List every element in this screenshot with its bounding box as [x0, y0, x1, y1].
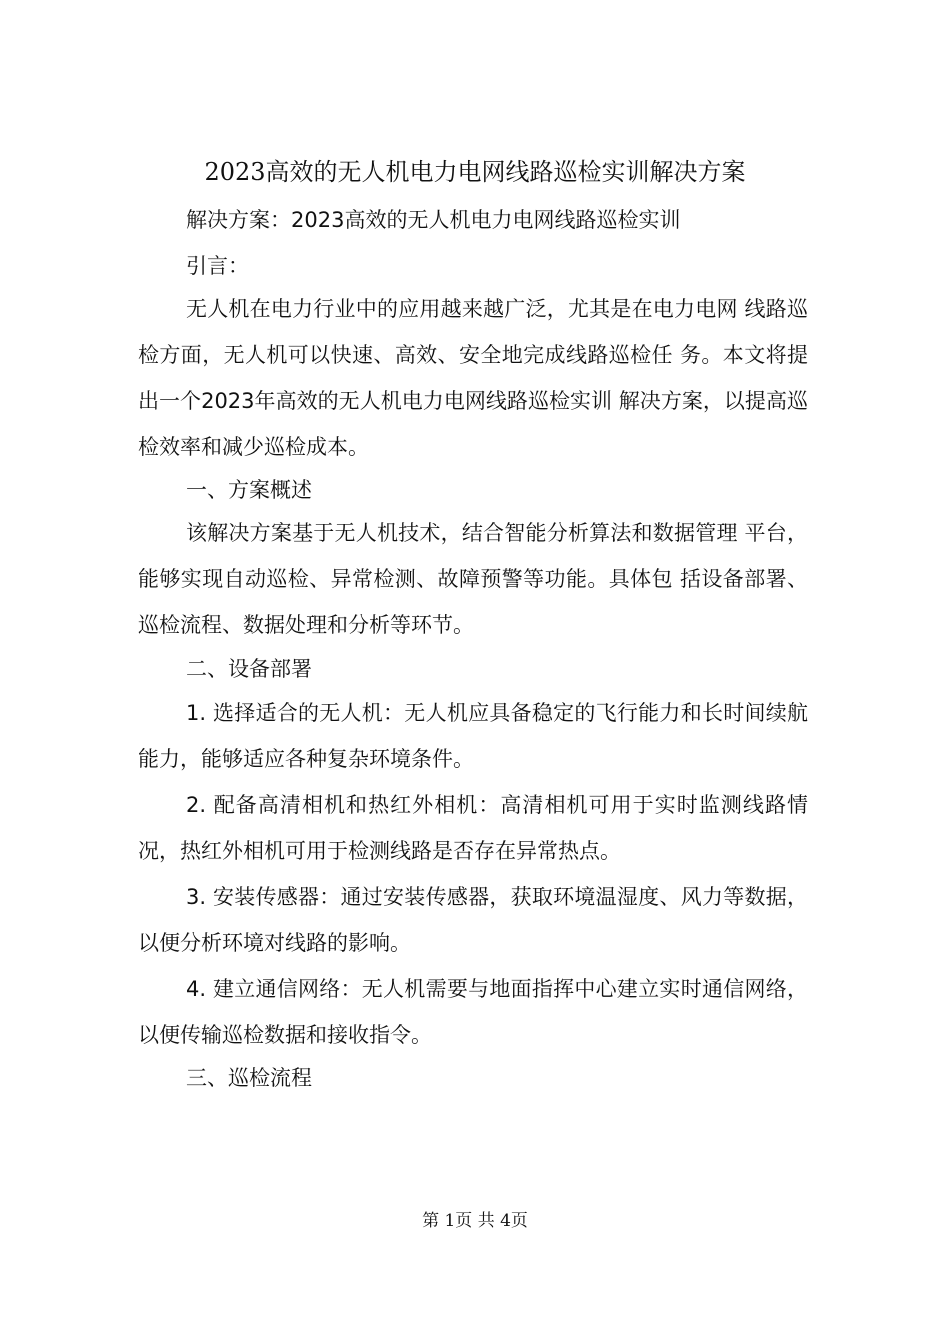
list-item-2: 2. 配备高清相机和热红外相机：高清相机可用于实时监测线路情况，热红外相机可用于检测线路是否存在异常热点。 [138, 793, 808, 863]
intro-paragraph: 无人机在电力行业中的应用越来越广泛，尤其是在电力电网 线路巡检方面，无人机可以快速、高效、安全地完成线路巡检任 务。本文将提出一个2023年高效的无人机电力电网线路巡检实训 解决方案，以提高巡检效率和减少巡检成本。 [138, 297, 808, 459]
section1-paragraph: 该解决方案基于无人机技术，结合智能分析算法和数据管理 平台，能够实现自动巡检、异常检测、故障预警等功能。具体包 括设备部署、巡检流程、数据处理和分析等环节。 [138, 521, 808, 637]
page-number-footer: 第 1页 共 4页 [422, 1211, 528, 1231]
document-subtitle: 解决方案：2023高效的无人机电力电网线路巡检实训 [186, 208, 681, 232]
list-item-1: 1. 选择适合的无人机：无人机应具备稳定的飞行能力和长时间续航能力，能够适应各种复杂环境条件。 [138, 701, 808, 771]
document-title: 2023高效的无人机电力电网线路巡检实训解决方案 [204, 158, 746, 186]
section2-heading: 二、设备部署 [186, 657, 312, 681]
intro-heading: 引言： [186, 254, 249, 278]
section1-heading: 一、方案概述 [186, 478, 312, 502]
section3-heading: 三、巡检流程 [186, 1066, 312, 1090]
list-item-4: 4. 建立通信网络：无人机需要与地面指挥中心建立实时通信网络，以便传输巡检数据和接收指令。 [138, 977, 808, 1047]
list-item-3: 3. 安装传感器：通过安装传感器，获取环境温湿度、风力等数据，以便分析环境对线路的影响。 [138, 885, 808, 955]
